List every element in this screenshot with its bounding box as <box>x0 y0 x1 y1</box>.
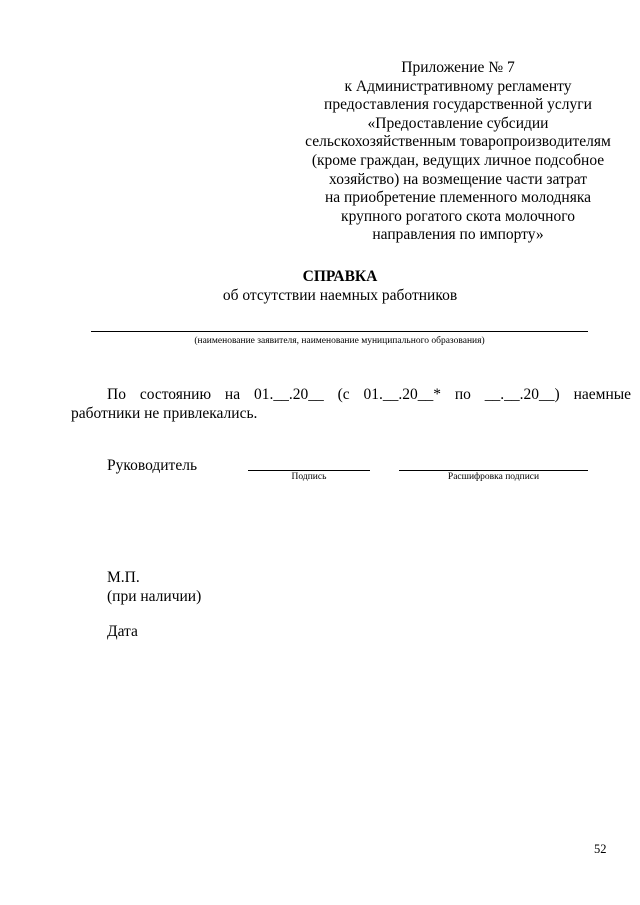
seal-note: (при наличии) <box>107 588 202 605</box>
appendix-line: на приобретение племенного молодняка <box>324 189 592 207</box>
appendix-header <box>300 59 616 245</box>
statement-line-2: работники не привлекались. <box>71 405 258 422</box>
appendix-line: направления по импорту» <box>372 226 544 244</box>
signature-line <box>248 470 370 471</box>
appendix-line: сельскохозяйственным товаропроизводителям <box>305 133 611 151</box>
appendix-line: Приложение № 7 <box>401 59 515 76</box>
head-label: Руководитель <box>107 457 198 474</box>
appendix-line: крупного рогатого скота молочного <box>341 207 575 225</box>
signature-caption: Подпись <box>291 472 327 482</box>
appendix-line: предоставления государственной услуги <box>324 96 592 114</box>
date-label: Дата <box>107 623 138 640</box>
appendix-line: «Предоставление субсидии <box>367 114 549 132</box>
appendix-line: (кроме граждан, ведущих личное подсобное <box>311 151 605 169</box>
signature-decoding-line <box>399 470 588 471</box>
signature-decoding-caption: Расшифровка подписи <box>447 472 540 482</box>
document-subtitle: об отсутствии наемных работников <box>222 287 458 304</box>
statement-line-1: По состоянию на 01.__.20__ (с 01.__.20__* по __.__.20__) наемные <box>107 386 632 403</box>
appendix-line: к Административному регламенту <box>344 77 572 95</box>
seal-label: М.П. <box>107 569 140 586</box>
applicant-name-caption: (наименование заявителя, наименование муниципального образования) <box>194 336 485 346</box>
document-title: СПРАВКА <box>302 268 378 285</box>
appendix-line: хозяйство) на возмещение части затрат <box>329 170 587 188</box>
page-number: 52 <box>594 842 607 856</box>
applicant-name-field-line <box>91 331 588 332</box>
